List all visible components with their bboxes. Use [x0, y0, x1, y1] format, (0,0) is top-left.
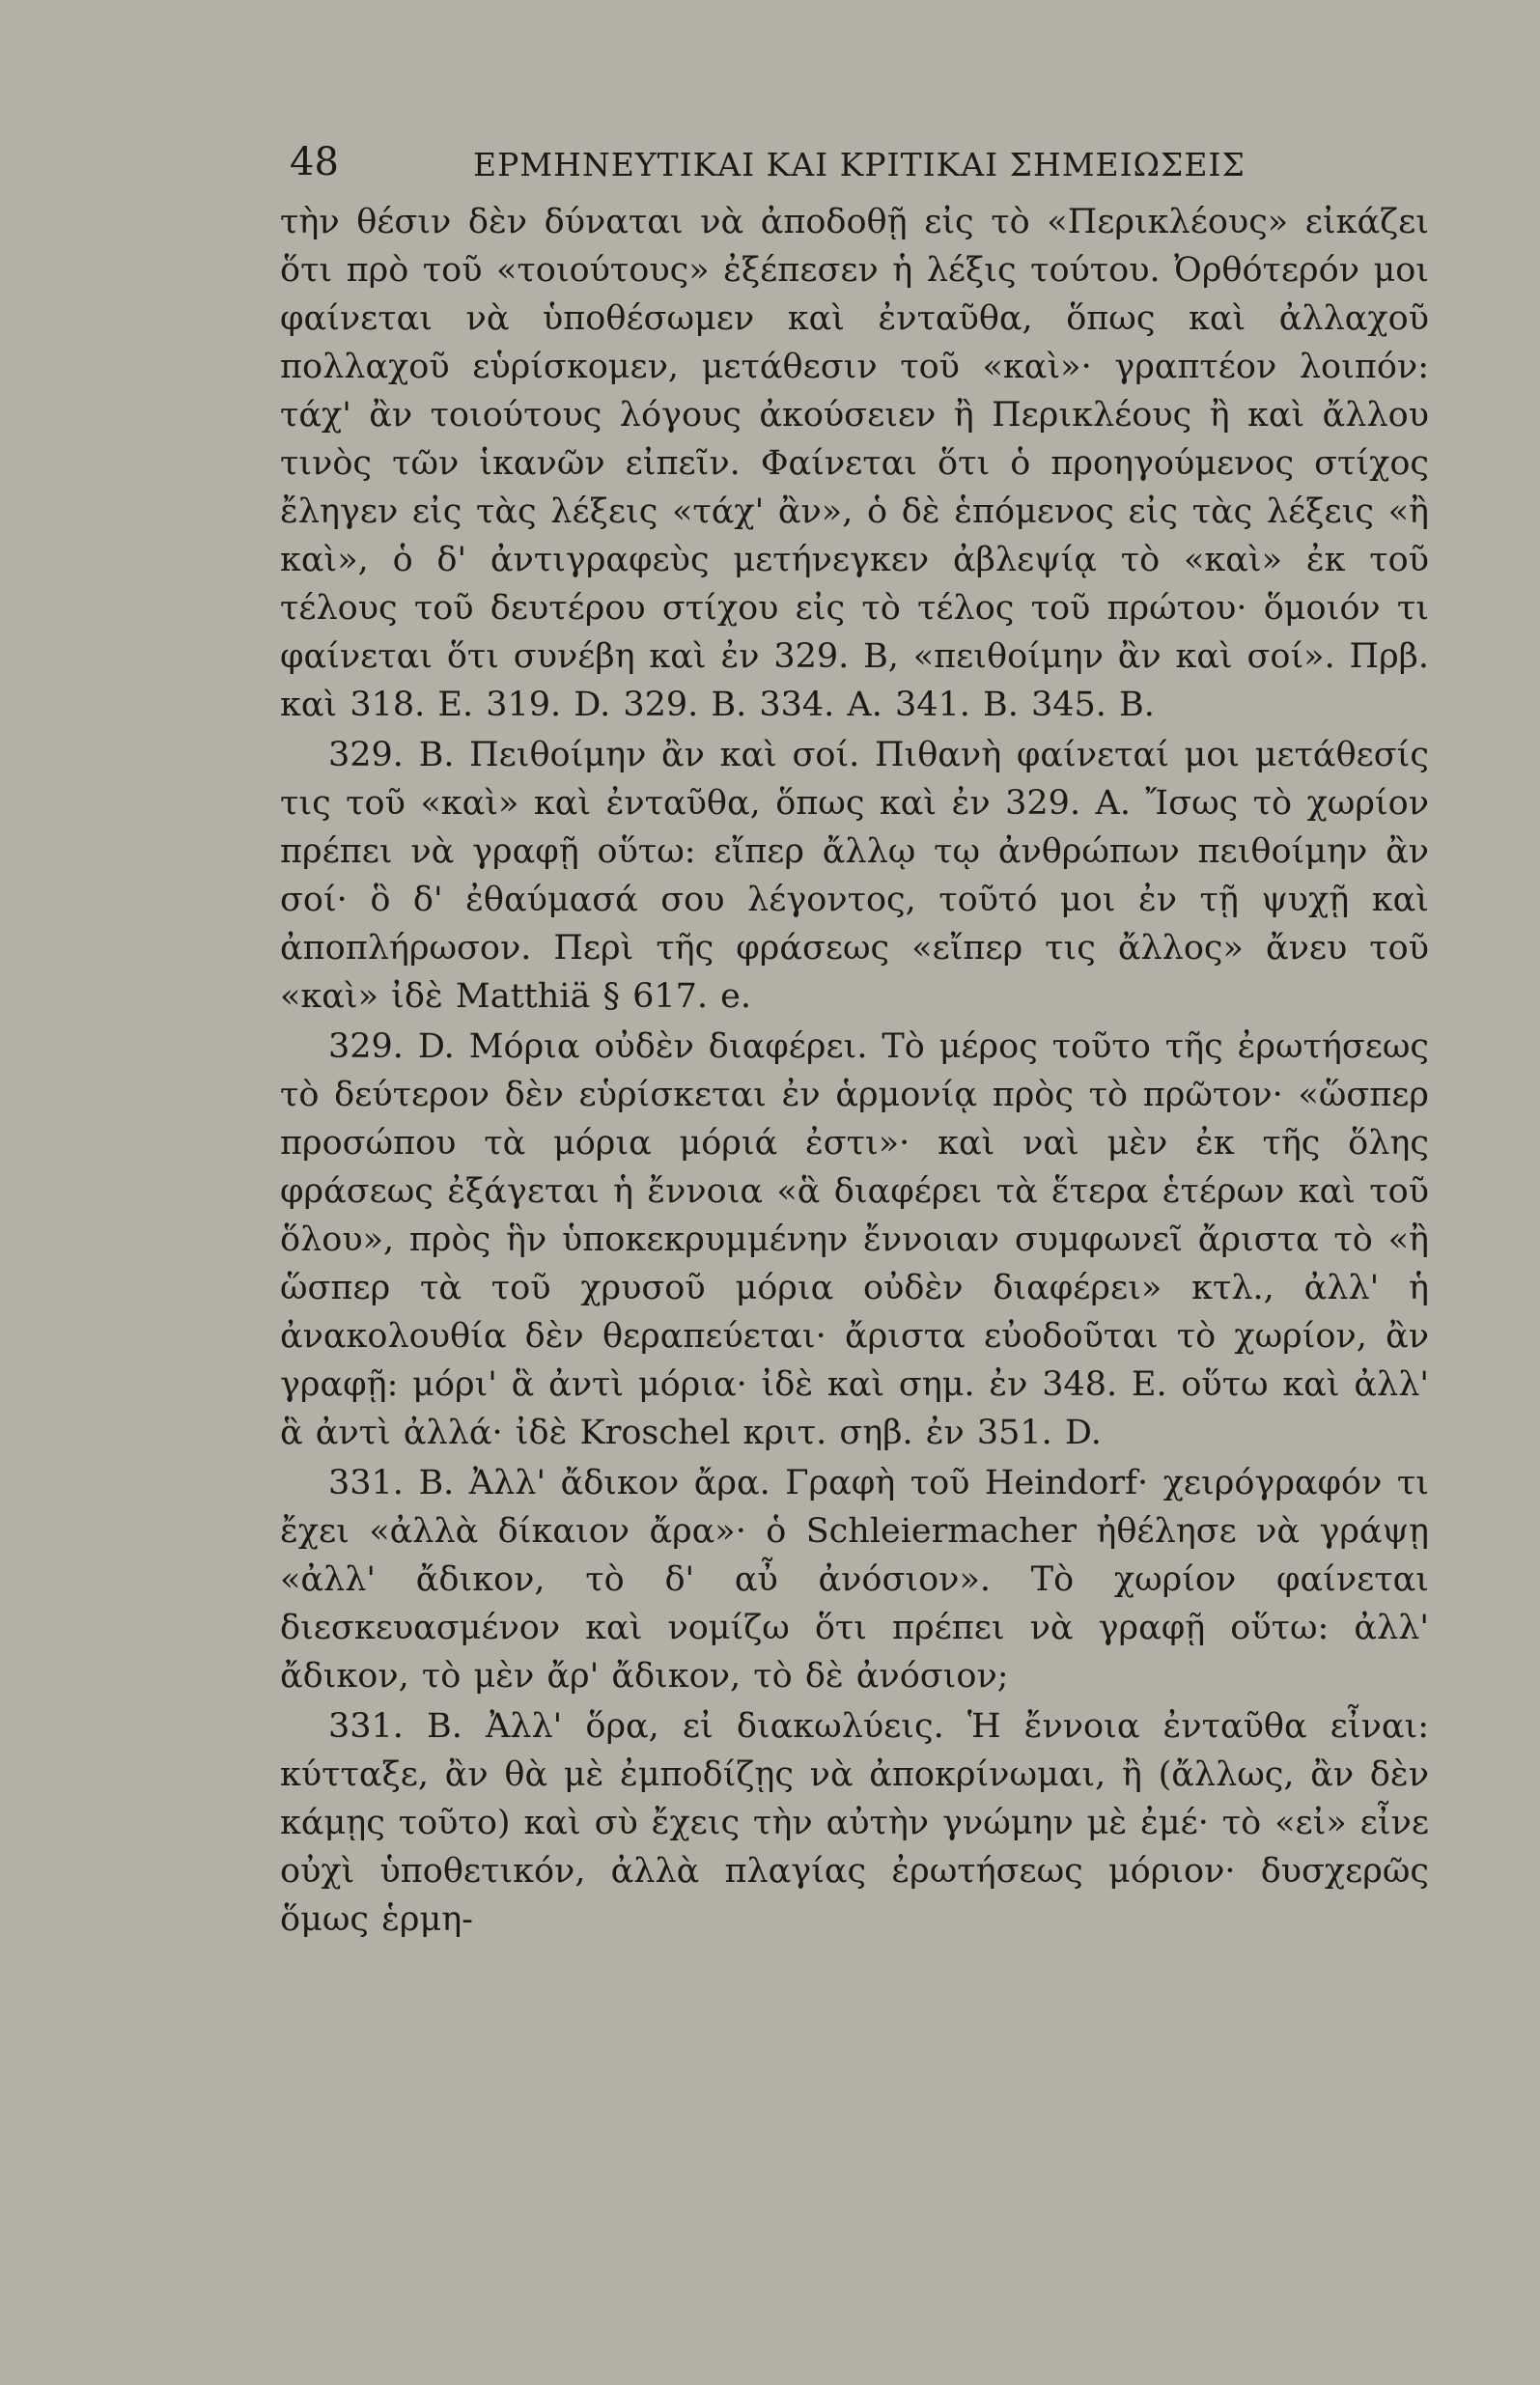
paragraph-continuation: τὴν θέσιν δὲν δύναται νὰ ἀποδοθῇ εἰς τὸ «Περικλέους» εἰκάζει ὅτι πρὸ τοῦ «τοιούτους» ἐξέπεσεν ἡ λέξις τούτου. Ὀρθότερόν μοι φαίνεται νὰ ὑποθέσωμεν καὶ ἐνταῦθα, ὅπως καὶ ἀλλαχοῦ πολλαχοῦ εὑρίσκομεν, μετάθεσιν τοῦ «καὶ»· γραπτέον λοιπόν: τάχ' ἂν τοιούτους λόγους ἀκούσειεν ἢ Περικλέους ἢ καὶ ἄλλου τινὸς τῶν ἱκανῶν εἰπεῖν. Φαίνεται ὅτι ὁ προηγούμενος στίχος ἔληγεν εἰς τὰς λέξεις «τάχ' ἂν», ὁ δὲ ἑπόμενος εἰς τὰς λέξεις «ἢ καὶ», ὁ δ' ἀντιγραφεὺς μετήνεγκεν ἀβλεψίᾳ τὸ «καὶ» ἐκ τοῦ τέλους τοῦ δευτέρου στίχου εἰς τὸ τέλος τοῦ πρώτου· ὅμοιόν τι φαίνεται ὅτι συνέβη καὶ ἐν 329. Β, «πειθοίμην ἂν καὶ σοί». Πρβ. καὶ 318. Ε. 319. D. 329. Β. 334. Α. 341. Β. 345. Β.	[280, 203, 1429, 724]
running-title: ΕΡΜΗΝΕΥΤΙΚΑΙ ΚΑΙ ΚΡΙΤΙΚΑΙ ΣΗΜΕΙΩΣΕΙΣ	[473, 146, 1246, 183]
note-329d: 329. D. Μόρια οὐδὲν διαφέρει. Τὸ μέρος τοῦτο τῆς ἐρωτήσεως τὸ δεύτερον δὲν εὑρίσκεται ἐν ἁρμονίᾳ πρὸς τὸ πρῶτον· «ὥσπερ προσώπου τὰ μόρια μόριά ἐστι»· καὶ ναὶ μὲν ἐκ τῆς ὅλης φράσεως ἐξάγεται ἡ ἔννοια «ἃ διαφέρει τὰ ἕτερα ἑτέρων καὶ τοῦ ὅλου», πρὸς ἣν ὑποκεκρυμμένην ἔννοιαν συμφωνεῖ ἄριστα τὸ «ἢ ὥσπερ τὰ τοῦ χρυσοῦ μόρια οὐδὲν διαφέρει» κτλ., ἀλλ' ἡ ἀνακολουθία δὲν θεραπεύεται· ἄριστα εὐοδοῦται τὸ χωρίον, ἂν γραφῇ: μόρι' ἃ ἀντὶ μόρια· ἰδὲ καὶ σημ. ἐν 348. Ε. οὕτω καὶ ἀλλ' ἃ ἀντὶ ἀλλά· ἰδὲ Kroschel κριτ. σηβ. ἐν 351. D.	[280, 1027, 1429, 1452]
page-header	[290, 140, 1429, 198]
note-331b-second: 331. Β. Ἀλλ' ὅρα, εἰ διακωλύεις. Ἡ ἔννοια ἐνταῦθα εἶναι: κύτταξε, ἂν θὰ μὲ ἐμποδίζῃς νὰ ἀποκρίνωμαι, ἢ (ἄλλως, ἂν δὲν κάμῃς τοῦτο) καὶ σὺ ἔχεις τὴν αὐτὴν γνώμην μὲ ἐμέ· τὸ «εἰ» εἶνε οὐχὶ ὑποθετικόν, ἀλλὰ πλαγίας ἐρωτήσεως μόριον· δυσχερῶς ὅμως ἑρμη-	[280, 1707, 1429, 1939]
body-text	[280, 198, 1429, 1946]
note-331b-first: 331. Β. Ἀλλ' ἄδικον ἄρα. Γραφὴ τοῦ Heindorf· χειρόγραφόν τι ἔχει «ἀλλὰ δίκαιον ἄρα»· ὁ Schleiermacher ἠθέλησε νὰ γράψῃ «ἀλλ' ἄδικον, τὸ δ' αὖ ἀνόσιον». Τὸ χωρίον φαίνεται διεσκευασμένον καὶ νομίζω ὅτι πρέπει νὰ γραφῇ οὕτω: ἀλλ' ἄδικον, τὸ μὲν ἄρ' ἄδικον, τὸ δὲ ἀνόσιον;	[280, 1464, 1429, 1696]
note-329b: 329. Β. Πειθοίμην ἂν καὶ σοί. Πιθανὴ φαίνεταί μοι μετάθεσίς τις τοῦ «καὶ» καὶ ἐνταῦθα, ὅπως καὶ ἐν 329. Α. Ἴσως τὸ χωρίον πρέπει νὰ γραφῇ οὕτω: εἴπερ ἄλλῳ τῳ ἀνθρώπων πειθοίμην ἂν σοί· ὃ δ' ἐθαύμασά σου λέγοντος, τοῦτό μοι ἐν τῇ ψυχῇ καὶ ἀποπλήρωσον. Περὶ τῆς φράσεως «εἴπερ τις ἄλλος» ἄνευ τοῦ «καὶ» ἰδὲ Matthiä § 617. e.	[280, 736, 1429, 1016]
page-number: 48	[290, 140, 339, 184]
